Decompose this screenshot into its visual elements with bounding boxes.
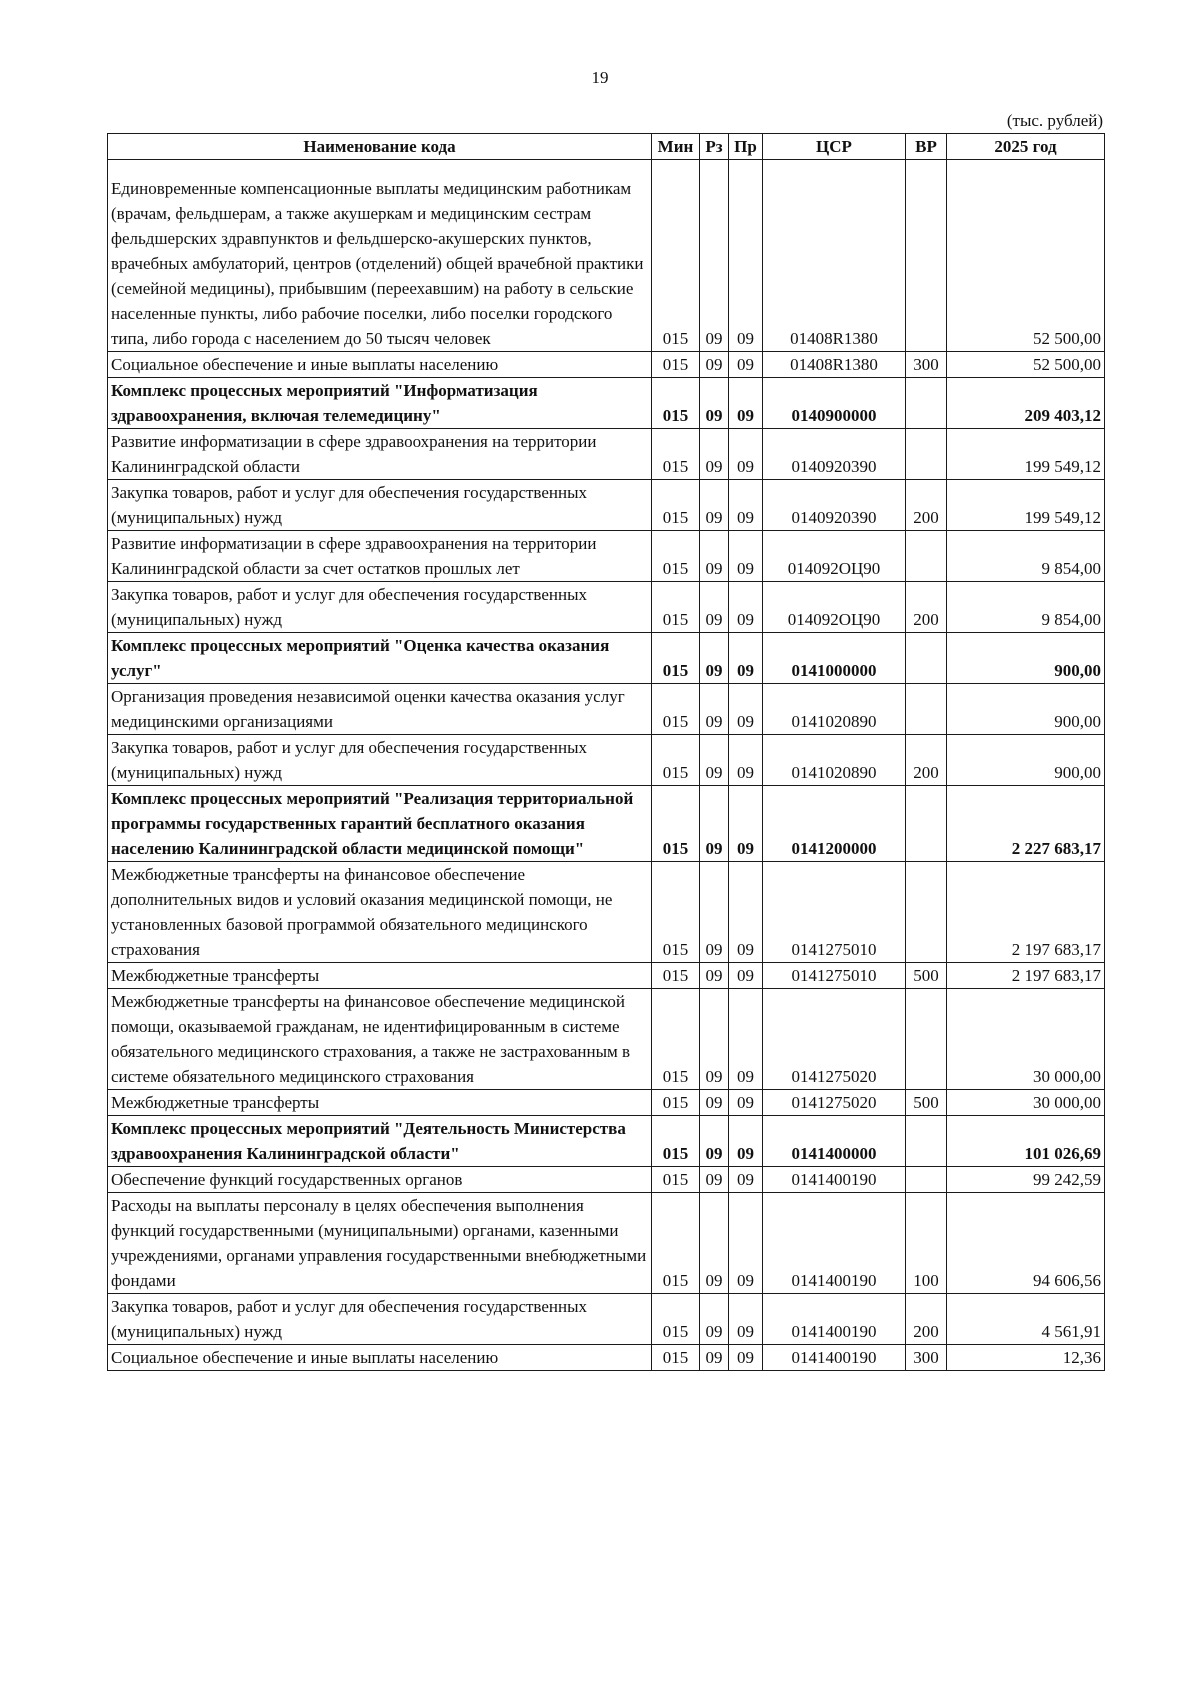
cell-pr: 09	[729, 429, 763, 480]
cell-rz: 09	[700, 633, 729, 684]
cell-rz: 09	[700, 963, 729, 989]
cell-name: Закупка товаров, работ и услуг для обеспечения государственных (муниципальных) нужд	[108, 582, 652, 633]
cell-sum: 209 403,12	[947, 378, 1105, 429]
table-row	[108, 1294, 1105, 1345]
cell-name: Расходы на выплаты персоналу в целях обеспечения выполнения функций государственными (муниципальными) органами, казенными учреждениями, органами управления государственными внебюджетными фондами	[108, 1193, 652, 1294]
table-body	[108, 160, 1105, 1371]
cell-min: 015	[652, 1345, 700, 1371]
cell-vr	[906, 1167, 947, 1193]
cell-vr: 300	[906, 352, 947, 378]
cell-rz: 09	[700, 378, 729, 429]
header-vr: ВР	[906, 134, 947, 160]
cell-min: 015	[652, 1294, 700, 1345]
cell-sum: 9 854,00	[947, 531, 1105, 582]
cell-vr	[906, 531, 947, 582]
cell-vr	[906, 429, 947, 480]
cell-rz: 09	[700, 582, 729, 633]
cell-sum: 900,00	[947, 684, 1105, 735]
cell-name: Обеспечение функций государственных органов	[108, 1167, 652, 1193]
table-row	[108, 633, 1105, 684]
cell-csr: 0141200000	[763, 786, 906, 862]
cell-sum: 199 549,12	[947, 429, 1105, 480]
table-row	[108, 1167, 1105, 1193]
cell-vr: 200	[906, 735, 947, 786]
cell-rz: 09	[700, 1167, 729, 1193]
cell-sum: 2 197 683,17	[947, 862, 1105, 963]
cell-rz: 09	[700, 735, 729, 786]
cell-min: 015	[652, 1090, 700, 1116]
cell-sum: 900,00	[947, 735, 1105, 786]
cell-min: 015	[652, 352, 700, 378]
cell-sum: 94 606,56	[947, 1193, 1105, 1294]
cell-csr: 0141020890	[763, 684, 906, 735]
cell-pr: 09	[729, 862, 763, 963]
cell-rz: 09	[700, 1116, 729, 1167]
cell-pr: 09	[729, 735, 763, 786]
table-header	[108, 134, 1105, 160]
header-csr: ЦСР	[763, 134, 906, 160]
units-label: (тыс. рублей)	[1006, 111, 1103, 130]
cell-csr: 0141275010	[763, 862, 906, 963]
cell-rz: 09	[700, 1345, 729, 1371]
cell-vr: 200	[906, 582, 947, 633]
cell-min: 015	[652, 735, 700, 786]
cell-name: Единовременные компенсационные выплаты медицинским работникам (врачам, фельдшерам, а также акушеркам и медицинским сестрам фельдшерских здравпунктов и фельдшерско-акушерских пунктов, врачебных амбулаторий, центров (отделений) общей врачебной практики (семейной медицины), прибывшим (переехавшим) на работу в сельские населенные пункты, либо рабочие поселки, либо поселки городского типа, либо города с населением до 50 тысяч человек	[108, 160, 652, 352]
cell-name: Межбюджетные трансферты на финансовое обеспечение дополнительных видов и условий оказания медицинской помощи, не установленных базовой программой обязательного медицинского страхования	[108, 862, 652, 963]
cell-vr	[906, 378, 947, 429]
table-row	[108, 160, 1105, 352]
cell-vr	[906, 1116, 947, 1167]
cell-csr: 014092ОЦ90	[763, 531, 906, 582]
cell-sum: 2 197 683,17	[947, 963, 1105, 989]
table-row	[108, 989, 1105, 1090]
cell-pr: 09	[729, 531, 763, 582]
cell-sum: 9 854,00	[947, 582, 1105, 633]
cell-csr: 0141275020	[763, 989, 906, 1090]
cell-pr: 09	[729, 786, 763, 862]
cell-name: Межбюджетные трансферты на финансовое обеспечение медицинской помощи, оказываемой гражданам, не идентифицированным в системе обязательного медицинского страхования, а также не застрахованным в системе обязательного медицинского страхования	[108, 989, 652, 1090]
cell-sum: 30 000,00	[947, 1090, 1105, 1116]
cell-name: Комплекс процессных мероприятий "Реализация территориальной программы государственных гарантий бесплатного оказания населению Калининградской области медицинской помощи"	[108, 786, 652, 862]
cell-name: Социальное обеспечение и иные выплаты населению	[108, 352, 652, 378]
cell-csr: 0141020890	[763, 735, 906, 786]
cell-rz: 09	[700, 429, 729, 480]
cell-min: 015	[652, 531, 700, 582]
cell-name: Закупка товаров, работ и услуг для обеспечения государственных (муниципальных) нужд	[108, 735, 652, 786]
cell-pr: 09	[729, 633, 763, 684]
cell-csr: 01408R1380	[763, 352, 906, 378]
table-row	[108, 378, 1105, 429]
cell-name: Межбюджетные трансферты	[108, 1090, 652, 1116]
cell-name: Комплекс процессных мероприятий "Информатизация здравоохранения, включая телемедицину"	[108, 378, 652, 429]
table-row	[108, 582, 1105, 633]
cell-sum: 30 000,00	[947, 989, 1105, 1090]
cell-vr: 200	[906, 480, 947, 531]
cell-csr: 0140900000	[763, 378, 906, 429]
cell-csr: 0141400190	[763, 1167, 906, 1193]
cell-vr: 500	[906, 1090, 947, 1116]
page-number: 19	[591, 68, 609, 87]
cell-name: Развитие информатизации в сфере здравоохранения на территории Калининградской области за счет остатков прошлых лет	[108, 531, 652, 582]
cell-pr: 09	[729, 1193, 763, 1294]
cell-rz: 09	[700, 160, 729, 352]
table-row	[108, 1193, 1105, 1294]
cell-name: Комплекс процессных мероприятий "Деятельность Министерства здравоохранения Калининградской области"	[108, 1116, 652, 1167]
cell-name: Социальное обеспечение и иные выплаты населению	[108, 1345, 652, 1371]
cell-csr: 0141400190	[763, 1294, 906, 1345]
cell-vr	[906, 684, 947, 735]
cell-pr: 09	[729, 963, 763, 989]
cell-min: 015	[652, 1167, 700, 1193]
cell-csr: 0141275020	[763, 1090, 906, 1116]
budget-table	[107, 133, 1105, 1371]
cell-vr: 500	[906, 963, 947, 989]
cell-csr: 0141275010	[763, 963, 906, 989]
cell-csr: 0140920390	[763, 480, 906, 531]
cell-sum: 12,36	[947, 1345, 1105, 1371]
cell-min: 015	[652, 684, 700, 735]
cell-min: 015	[652, 160, 700, 352]
header-name: Наименование кода	[108, 134, 652, 160]
cell-rz: 09	[700, 989, 729, 1090]
cell-pr: 09	[729, 378, 763, 429]
cell-min: 015	[652, 786, 700, 862]
table-row	[108, 684, 1105, 735]
cell-min: 015	[652, 1116, 700, 1167]
cell-name: Закупка товаров, работ и услуг для обеспечения государственных (муниципальных) нужд	[108, 1294, 652, 1345]
header-min: Мин	[652, 134, 700, 160]
cell-name: Развитие информатизации в сфере здравоохранения на территории Калининградской области	[108, 429, 652, 480]
cell-pr: 09	[729, 684, 763, 735]
cell-sum: 101 026,69	[947, 1116, 1105, 1167]
cell-rz: 09	[700, 352, 729, 378]
cell-csr: 0141000000	[763, 633, 906, 684]
table-row	[108, 735, 1105, 786]
cell-name: Организация проведения независимой оценки качества оказания услуг медицинскими организациями	[108, 684, 652, 735]
cell-vr	[906, 989, 947, 1090]
cell-vr	[906, 633, 947, 684]
cell-sum: 900,00	[947, 633, 1105, 684]
cell-min: 015	[652, 429, 700, 480]
cell-rz: 09	[700, 684, 729, 735]
cell-sum: 199 549,12	[947, 480, 1105, 531]
cell-rz: 09	[700, 531, 729, 582]
cell-pr: 09	[729, 480, 763, 531]
table-row	[108, 1345, 1105, 1371]
cell-rz: 09	[700, 1193, 729, 1294]
cell-min: 015	[652, 480, 700, 531]
cell-vr	[906, 160, 947, 352]
cell-pr: 09	[729, 1090, 763, 1116]
cell-pr: 09	[729, 1167, 763, 1193]
cell-min: 015	[652, 862, 700, 963]
cell-pr: 09	[729, 1294, 763, 1345]
table-row	[108, 531, 1105, 582]
cell-sum: 99 242,59	[947, 1167, 1105, 1193]
cell-min: 015	[652, 378, 700, 429]
table-row	[108, 1090, 1105, 1116]
cell-name: Комплекс процессных мероприятий "Оценка качества оказания услуг"	[108, 633, 652, 684]
table-row	[108, 352, 1105, 378]
cell-csr: 01408R1380	[763, 160, 906, 352]
header-rz: Рз	[700, 134, 729, 160]
cell-csr: 0141400190	[763, 1193, 906, 1294]
table-row	[108, 786, 1105, 862]
cell-pr: 09	[729, 352, 763, 378]
cell-pr: 09	[729, 582, 763, 633]
header-sum: 2025 год	[947, 134, 1105, 160]
header-row	[108, 134, 1105, 160]
cell-pr: 09	[729, 989, 763, 1090]
cell-rz: 09	[700, 1294, 729, 1345]
cell-pr: 09	[729, 1116, 763, 1167]
cell-pr: 09	[729, 160, 763, 352]
cell-vr	[906, 786, 947, 862]
cell-min: 015	[652, 1193, 700, 1294]
cell-csr: 0141400190	[763, 1345, 906, 1371]
cell-rz: 09	[700, 862, 729, 963]
cell-vr: 200	[906, 1294, 947, 1345]
cell-csr: 014092ОЦ90	[763, 582, 906, 633]
cell-sum: 2 227 683,17	[947, 786, 1105, 862]
cell-name: Закупка товаров, работ и услуг для обеспечения государственных (муниципальных) нужд	[108, 480, 652, 531]
table-row	[108, 480, 1105, 531]
table-row	[108, 429, 1105, 480]
cell-rz: 09	[700, 786, 729, 862]
cell-min: 015	[652, 582, 700, 633]
cell-min: 015	[652, 633, 700, 684]
cell-min: 015	[652, 963, 700, 989]
cell-sum: 52 500,00	[947, 352, 1105, 378]
table-row	[108, 963, 1105, 989]
cell-sum: 4 561,91	[947, 1294, 1105, 1345]
cell-min: 015	[652, 989, 700, 1090]
cell-rz: 09	[700, 1090, 729, 1116]
cell-pr: 09	[729, 1345, 763, 1371]
cell-csr: 0140920390	[763, 429, 906, 480]
cell-vr: 300	[906, 1345, 947, 1371]
table-row	[108, 862, 1105, 963]
table-row	[108, 1116, 1105, 1167]
cell-name: Межбюджетные трансферты	[108, 963, 652, 989]
cell-vr	[906, 862, 947, 963]
cell-vr: 100	[906, 1193, 947, 1294]
cell-sum: 52 500,00	[947, 160, 1105, 352]
cell-rz: 09	[700, 480, 729, 531]
cell-csr: 0141400000	[763, 1116, 906, 1167]
header-pr: Пр	[729, 134, 763, 160]
